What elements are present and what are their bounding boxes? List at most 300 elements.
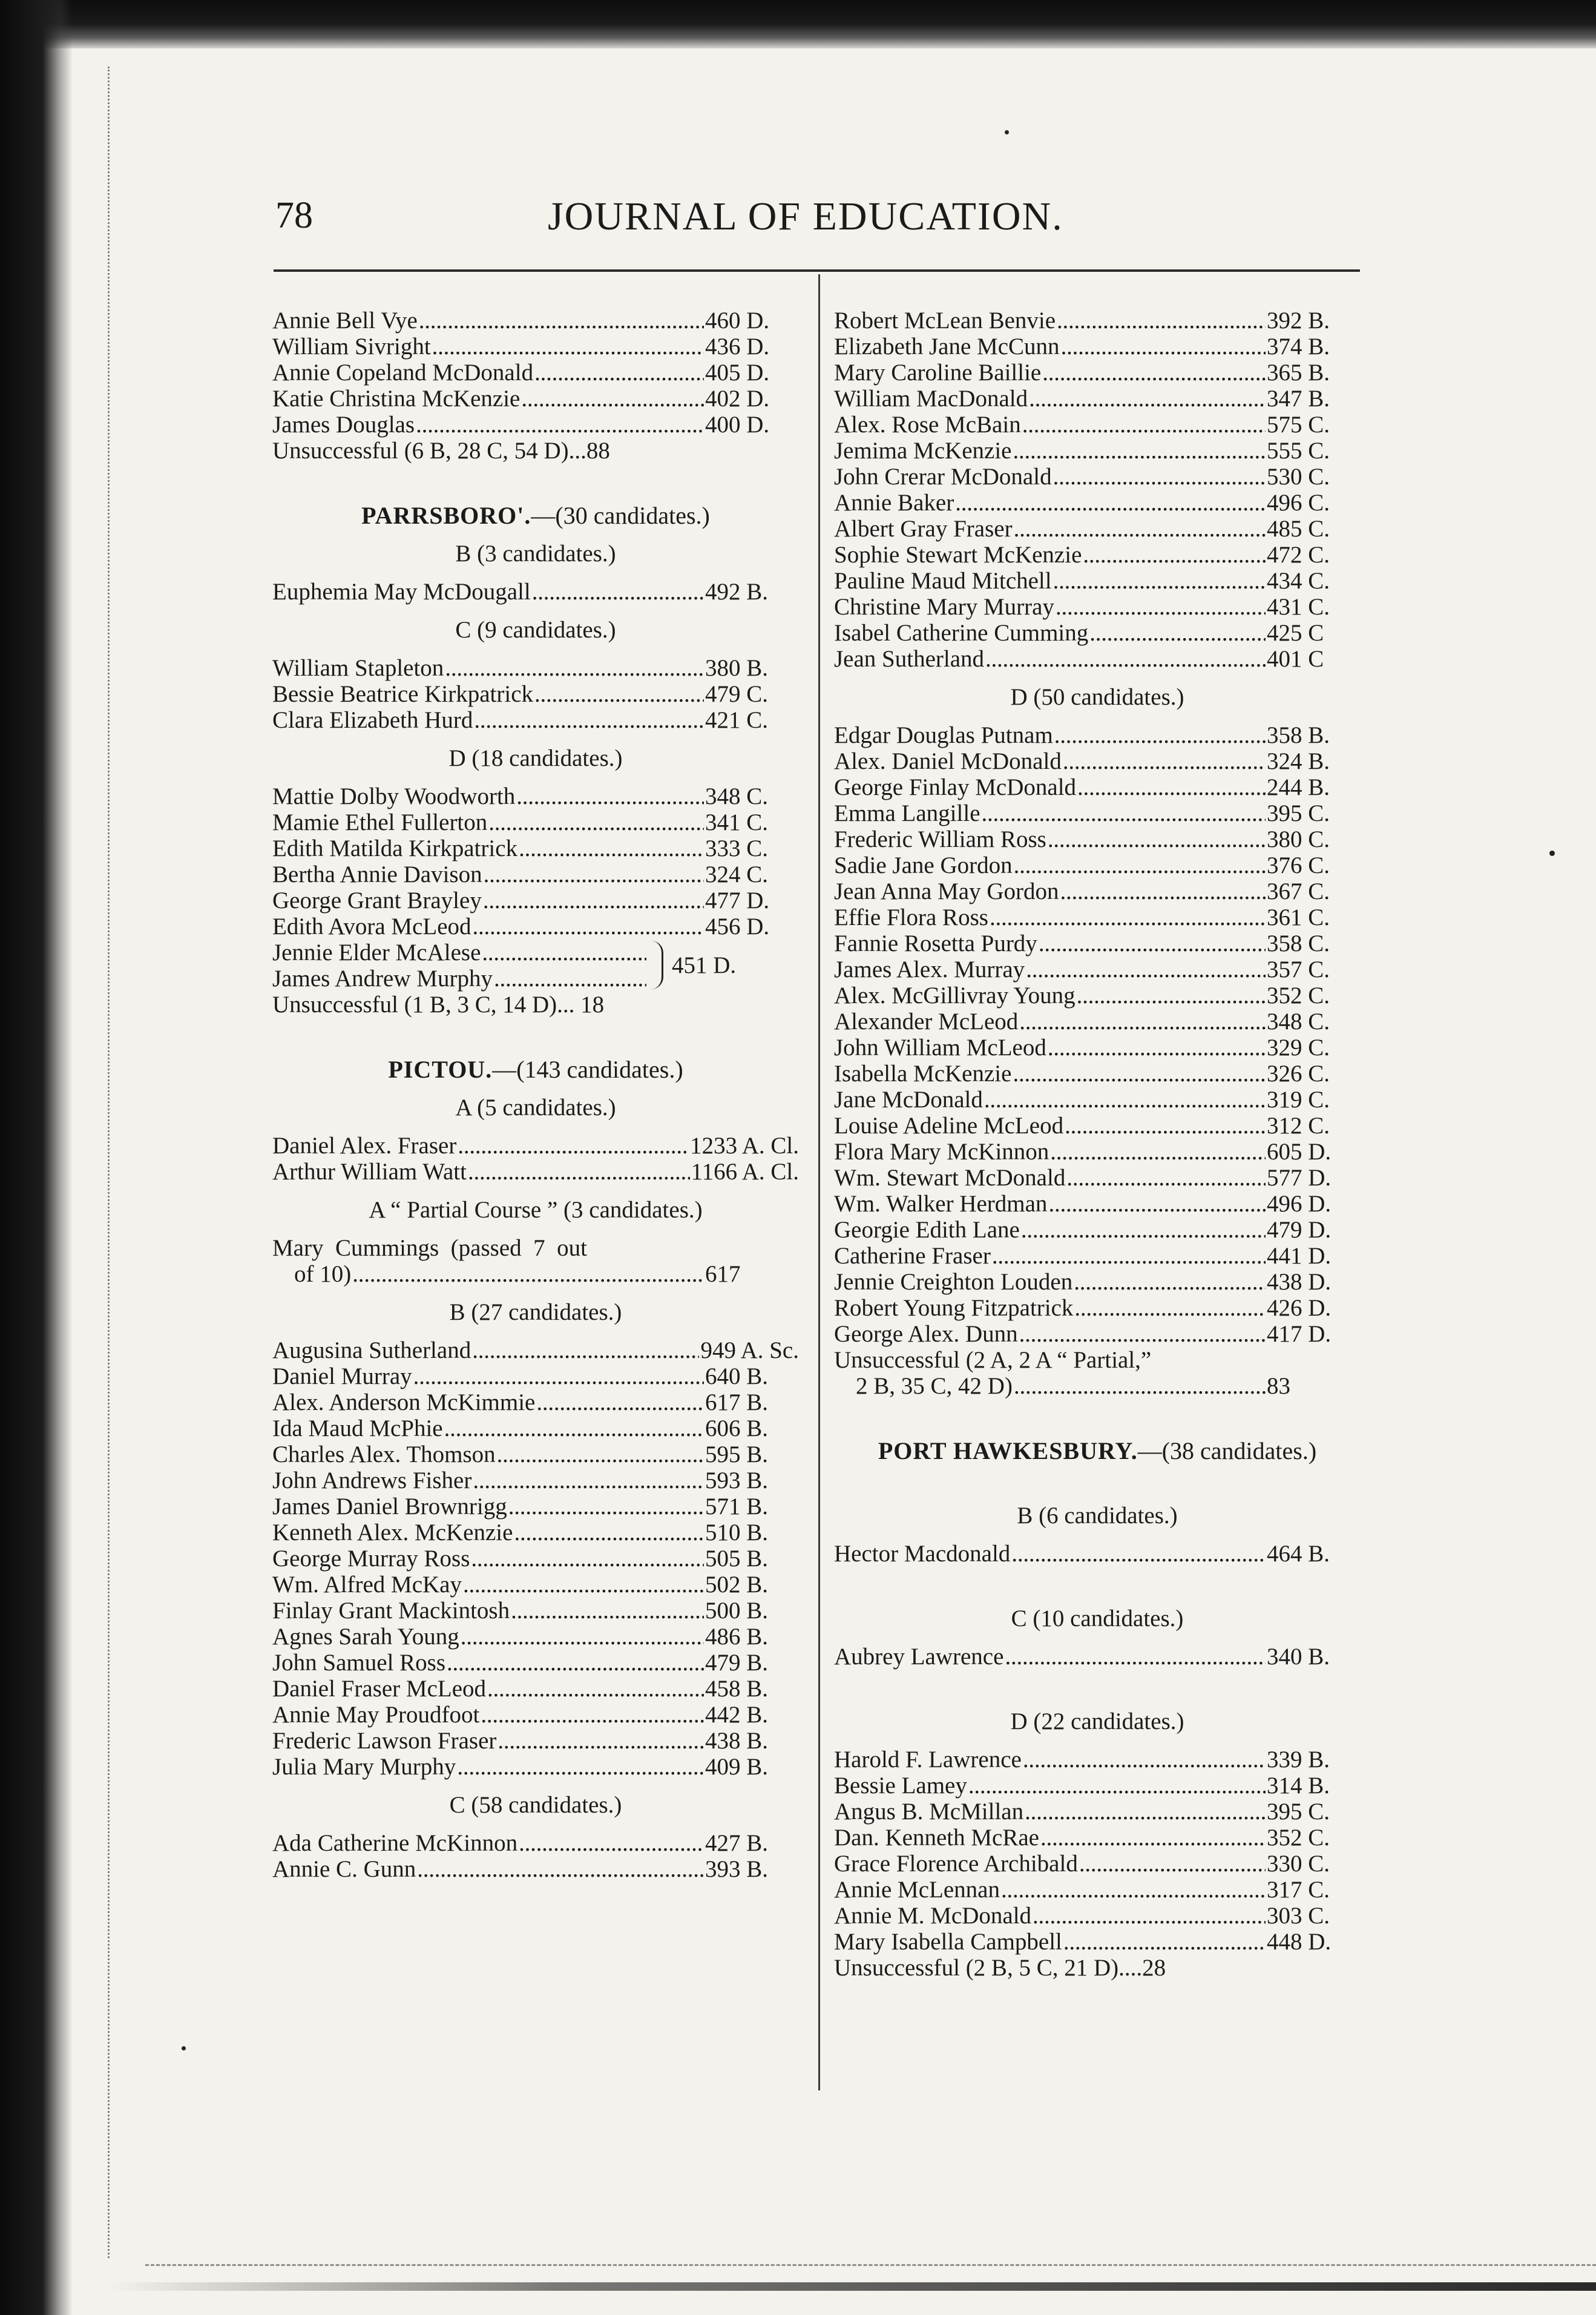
unsuccessful-line: Unsuccessful (2 A, 2 A “ Partial,” — [834, 1347, 1152, 1373]
list-item — [834, 1113, 1361, 1139]
list-item — [272, 835, 799, 861]
list-item — [272, 1676, 799, 1702]
candidate-score: 1233 A. Cl. — [690, 1133, 799, 1159]
list-item — [834, 800, 1361, 826]
unsuccessful-breakdown: 2 B, 35 C, 42 D) — [856, 1373, 1013, 1399]
list-item — [272, 334, 799, 360]
list-item — [272, 655, 799, 681]
scan-border-bottom — [109, 2282, 1596, 2291]
list-item — [834, 1139, 1361, 1165]
candidate-score: 303 C. — [1267, 1903, 1330, 1929]
candidate-name: Mary Isabella Campbell — [834, 1929, 1062, 1955]
candidate-score: 324 C. — [705, 861, 769, 887]
list-item — [834, 1035, 1361, 1061]
candidate-score: 479 D. — [1267, 1217, 1332, 1243]
candidate-name: Aubrey Lawrence — [834, 1644, 1004, 1670]
candidate-name: Alex. Anderson McKimmie — [272, 1389, 536, 1415]
list-item — [834, 568, 1361, 594]
candidate-score: 477 D. — [705, 887, 770, 914]
candidate-score: 577 D. — [1267, 1165, 1332, 1191]
candidate-name: Frederic William Ross — [834, 826, 1046, 852]
candidate-name: Daniel Murray — [272, 1363, 412, 1389]
candidate-score: 339 B. — [1267, 1747, 1330, 1773]
list-item — [834, 542, 1361, 568]
candidate-score: 365 B. — [1267, 360, 1330, 386]
candidate-score: 402 D. — [705, 386, 770, 412]
candidate-name: Julia Mary Murphy — [272, 1754, 456, 1780]
shared-score: 451 D. — [672, 952, 737, 978]
section-count: —(38 candidates.) — [1137, 1437, 1317, 1464]
candidate-name: Katie Christina McKenzie — [272, 386, 521, 412]
candidate-score: 1166 A. Cl. — [691, 1159, 799, 1185]
candidate-score: 505 B. — [705, 1546, 769, 1572]
list-item — [834, 334, 1361, 360]
list-item — [272, 1520, 799, 1546]
list-item — [834, 748, 1361, 774]
candidate-name: Robert Young Fitzpatrick — [834, 1295, 1074, 1321]
candidate-name: Harold F. Lawrence — [834, 1747, 1022, 1773]
list-item — [834, 620, 1361, 646]
candidate-name: James Douglas — [272, 412, 415, 438]
unsuccessful-line: Unsuccessful (2 B, 5 C, 21 D)....28 — [834, 1955, 1166, 1981]
candidate-name: George Grant Brayley — [272, 887, 482, 914]
list-item — [834, 1191, 1361, 1217]
candidate-score: 393 B. — [705, 1856, 769, 1882]
candidate-name: Daniel Fraser McLeod — [272, 1676, 487, 1702]
list-item — [272, 1624, 799, 1650]
pictou-b-list — [272, 1337, 799, 1780]
list-item — [834, 1825, 1361, 1851]
list-item — [272, 1702, 799, 1728]
list-item — [272, 1856, 799, 1882]
candidate-score: 496 D. — [1267, 1191, 1332, 1217]
class-header: B (6 candidates.) — [1017, 1503, 1178, 1529]
unsuccessful-line: Unsuccessful (1 B, 3 C, 14 D)... 18 — [272, 992, 605, 1018]
list-item — [834, 1851, 1361, 1877]
list-item — [834, 957, 1361, 983]
scan-speck — [182, 2046, 186, 2050]
list-item — [272, 707, 799, 733]
candidate-score: 593 B. — [705, 1467, 769, 1493]
candidate-score: 426 D. — [1267, 1295, 1332, 1321]
page-number: 78 — [275, 195, 313, 236]
candidate-score: 595 B. — [705, 1441, 769, 1467]
candidate-name: Clara Elizabeth Hurd — [272, 707, 473, 733]
candidate-name: Annie May Proudfoot — [272, 1702, 480, 1728]
top-list — [272, 308, 799, 438]
candidate-name: Annie Bell Vye — [272, 308, 418, 334]
candidate-score: 395 C. — [1267, 800, 1330, 826]
list-item — [834, 594, 1361, 620]
candidate-name: Sadie Jane Gordon — [834, 852, 1013, 878]
candidate-name: Mary Caroline Baillie — [834, 360, 1042, 386]
candidate-score: 458 B. — [705, 1676, 769, 1702]
candidate-name: John Andrews Fisher — [272, 1467, 472, 1493]
list-item — [272, 1493, 799, 1520]
candidate-score: 464 B. — [1267, 1541, 1330, 1567]
class-header: B (3 candidates.) — [455, 541, 616, 567]
candidate-name: Jean Sutherland — [834, 646, 985, 672]
list-item — [272, 1337, 799, 1363]
candidate-score: 605 D. — [1267, 1139, 1332, 1165]
candidate-name: Isabel Catherine Cumming — [834, 620, 1089, 646]
scan-border-top — [0, 0, 1596, 48]
left-column — [272, 308, 799, 1882]
candidate-name: Annie McLennan — [834, 1877, 1000, 1903]
candidate-name: Christine Mary Murray — [834, 594, 1054, 620]
section-heading-port-hawkesbury — [834, 1438, 1361, 1464]
candidate-score: 434 C. — [1267, 568, 1330, 594]
list-item — [272, 1441, 799, 1467]
candidate-name: Agnes Sarah Young — [272, 1624, 459, 1650]
candidate-score: 502 B. — [705, 1572, 769, 1598]
list-item — [834, 1217, 1361, 1243]
list-item — [834, 930, 1361, 957]
candidate-name: Annie Copeland McDonald — [272, 360, 534, 386]
parrsboro-c-list — [272, 655, 799, 733]
candidate-score: 358 C. — [1267, 930, 1330, 957]
section-heading-parrsboro — [272, 502, 799, 529]
list-item — [834, 360, 1361, 386]
list-item — [834, 1903, 1361, 1929]
candidate-score: 486 B. — [705, 1624, 769, 1650]
candidate-name: Jennie Creighton Louden — [834, 1269, 1073, 1295]
candidate-score: 374 B. — [1267, 334, 1330, 360]
candidate-score: 460 D. — [705, 308, 770, 334]
partial-course-entry — [272, 1261, 799, 1287]
candidate-name: Alex. Rose McBain — [834, 412, 1021, 438]
candidate-name: William MacDonald — [834, 386, 1028, 412]
list-item — [272, 412, 799, 438]
candidate-score: 319 C. — [1267, 1087, 1330, 1113]
list-item — [834, 1009, 1361, 1035]
list-item — [834, 490, 1361, 516]
candidate-score: 427 B. — [705, 1830, 769, 1856]
list-item — [272, 1389, 799, 1415]
list-item — [834, 1165, 1361, 1191]
port-hawkesbury-b-list — [834, 1541, 1361, 1567]
list-item — [272, 1754, 799, 1780]
candidate-score: 421 C. — [705, 707, 769, 733]
candidate-name: Finlay Grant Mackintosh — [272, 1598, 510, 1624]
port-hawkesbury-d-list — [834, 1747, 1361, 1955]
list-item — [272, 1728, 799, 1754]
candidate-score: 401 C — [1267, 646, 1324, 672]
candidate-name: Pauline Maud Mitchell — [834, 568, 1052, 594]
candidate-name: Euphemia May McDougall — [272, 579, 531, 605]
list-item — [272, 861, 799, 887]
candidate-name: William Sivright — [272, 334, 431, 360]
candidate-name: Mattie Dolby Woodworth — [272, 783, 516, 809]
candidate-score: 347 B. — [1267, 386, 1330, 412]
candidate-score: 438 D. — [1267, 1269, 1332, 1295]
candidate-score: 400 D. — [705, 412, 770, 438]
list-item — [834, 1269, 1361, 1295]
candidate-score: 949 A. Sc. — [700, 1337, 799, 1363]
list-item — [272, 940, 648, 966]
list-item — [272, 386, 799, 412]
pictou-a-list — [272, 1133, 799, 1185]
candidate-name: Albert Gray Fraser — [834, 516, 1013, 542]
class-header: C (9 candidates.) — [455, 617, 616, 643]
candidate-score: 425 C — [1267, 620, 1324, 646]
candidate-name: Annie C. Gunn — [272, 1856, 416, 1882]
candidate-name: Wm. Alfred McKay — [272, 1572, 462, 1598]
candidate-name: of 10) — [294, 1261, 352, 1287]
candidate-name: Isabella McKenzie — [834, 1061, 1012, 1087]
list-item — [834, 1295, 1361, 1321]
candidate-score: 479 C. — [705, 681, 769, 707]
list-item — [272, 1650, 799, 1676]
candidate-score: 333 C. — [705, 835, 769, 861]
parrsboro-b-list — [272, 579, 799, 605]
list-item — [834, 412, 1361, 438]
candidate-score: 405 D. — [705, 360, 770, 386]
candidate-name: Wm. Stewart McDonald — [834, 1165, 1066, 1191]
list-item — [834, 516, 1361, 542]
candidate-name: Daniel Alex. Fraser — [272, 1133, 457, 1159]
section-title: PORT HAWKESBURY. — [878, 1437, 1138, 1464]
list-item — [272, 360, 799, 386]
candidate-name: Bessie Lamey — [834, 1773, 967, 1799]
candidate-score: 314 B. — [1267, 1773, 1330, 1799]
class-header: D (50 candidates.) — [1010, 684, 1184, 710]
list-item — [834, 774, 1361, 800]
list-item — [834, 1799, 1361, 1825]
partial-course-entry: Mary Cummings (passed 7 out — [272, 1235, 587, 1261]
section-count: —(30 candidates.) — [531, 502, 710, 529]
list-item — [834, 386, 1361, 412]
list-item — [272, 308, 799, 334]
candidate-name: Ada Catherine McKinnon — [272, 1830, 518, 1856]
journal-title: JOURNAL OF EDUCATION. — [548, 194, 1063, 239]
candidate-score: 409 B. — [705, 1754, 769, 1780]
list-item — [834, 878, 1361, 904]
candidate-score: 640 B. — [705, 1363, 769, 1389]
candidate-score: 380 C. — [1267, 826, 1330, 852]
candidate-score: 436 D. — [705, 334, 770, 360]
list-item — [834, 1773, 1361, 1799]
list-item — [834, 852, 1361, 878]
list-item — [272, 681, 799, 707]
candidate-name: James Andrew Murphy — [272, 966, 493, 992]
list-item — [834, 646, 1361, 672]
candidate-score: 492 B. — [705, 579, 769, 605]
candidate-score: 352 C. — [1267, 1825, 1330, 1851]
candidate-score: 324 B. — [1267, 748, 1330, 774]
list-item — [834, 1541, 1361, 1567]
candidate-name: Edith Matilda Kirkpatrick — [272, 835, 518, 861]
parrsboro-d-list — [272, 783, 799, 940]
list-item — [834, 904, 1361, 930]
candidate-score: 438 B. — [705, 1728, 769, 1754]
candidate-score: 330 C. — [1267, 1851, 1330, 1877]
list-item — [272, 1363, 799, 1389]
candidate-name: Alex. McGillivray Young — [834, 983, 1075, 1009]
unsuccessful-line: Unsuccessful (6 B, 28 C, 54 D)...88 — [272, 438, 610, 464]
candidate-score: 317 C. — [1267, 1877, 1330, 1903]
candidate-score: 456 D. — [705, 914, 770, 940]
candidate-score: 472 C. — [1267, 542, 1330, 568]
candidate-name: Catherine Fraser — [834, 1243, 991, 1269]
candidate-name: John Samuel Ross — [272, 1650, 446, 1676]
list-item — [272, 887, 799, 914]
candidate-score: 348 C. — [705, 783, 769, 809]
list-item — [272, 1159, 799, 1185]
bracketed-entry — [272, 940, 799, 992]
list-item — [834, 1321, 1361, 1347]
candidate-name: Jemima McKenzie — [834, 438, 1012, 464]
port-hawkesbury-c-list — [834, 1644, 1361, 1670]
candidate-score: 575 C. — [1267, 412, 1330, 438]
pictou-c-continued-list — [834, 308, 1361, 672]
list-item — [272, 1133, 799, 1159]
section-heading-pictou — [272, 1056, 799, 1082]
candidate-name: George Murray Ross — [272, 1546, 470, 1572]
candidate-name: Charles Alex. Thomson — [272, 1441, 496, 1467]
candidate-name: Kenneth Alex. McKenzie — [272, 1520, 513, 1546]
candidate-name: Arthur William Watt — [272, 1159, 467, 1185]
section-title: PARRSBORO'. — [361, 502, 531, 529]
candidate-score: 392 B. — [1267, 308, 1330, 334]
candidate-score: 380 B. — [705, 655, 769, 681]
class-header: B (27 candidates.) — [449, 1299, 622, 1325]
list-item — [834, 983, 1361, 1009]
candidate-name: Edgar Douglas Putnam — [834, 722, 1053, 748]
candidate-score: 326 C. — [1267, 1061, 1330, 1087]
candidate-name: Dan. Kenneth McRae — [834, 1825, 1039, 1851]
list-item — [272, 1572, 799, 1598]
candidate-name: Jean Anna May Gordon — [834, 878, 1059, 904]
candidate-score: 485 C. — [1267, 516, 1330, 542]
candidate-score: 395 C. — [1267, 1799, 1330, 1825]
candidate-score: 361 C. — [1267, 904, 1330, 930]
list-item — [834, 1243, 1361, 1269]
unsuccessful-line — [834, 1373, 1361, 1399]
candidate-name: Bessie Beatrice Kirkpatrick — [272, 681, 533, 707]
candidate-name: Annie M. McDonald — [834, 1903, 1032, 1929]
list-item — [834, 722, 1361, 748]
candidate-score: 510 B. — [705, 1520, 769, 1546]
list-item — [834, 1877, 1361, 1903]
list-item — [272, 783, 799, 809]
candidate-name: George Alex. Dunn — [834, 1321, 1018, 1347]
scan-speck — [1005, 130, 1009, 134]
column-divider — [818, 274, 820, 2090]
class-header: C (58 candidates.) — [449, 1792, 622, 1818]
section-count: —(143 candidates.) — [492, 1056, 683, 1083]
candidate-name: Frederic Lawson Fraser — [272, 1728, 497, 1754]
candidate-score: 367 C. — [1267, 878, 1330, 904]
list-item — [834, 308, 1361, 334]
candidate-name: Hector Macdonald — [834, 1541, 1011, 1567]
list-item — [272, 579, 799, 605]
right-column — [834, 308, 1361, 1981]
candidate-score: 329 C. — [1267, 1035, 1330, 1061]
candidate-name: Wm. Walker Herdman — [834, 1191, 1048, 1217]
candidate-score: 500 B. — [705, 1598, 769, 1624]
candidate-name: Grace Florence Archibald — [834, 1851, 1078, 1877]
pictou-d-list — [834, 722, 1361, 1347]
candidate-name: Sophie Stewart McKenzie — [834, 542, 1082, 568]
class-header: A “ Partial Course ” (3 candidates.) — [369, 1197, 703, 1223]
header-rule — [274, 269, 1360, 272]
candidate-score: 555 C. — [1267, 438, 1330, 464]
candidate-score: 441 D. — [1267, 1243, 1332, 1269]
unsuccessful-count: 83 — [1267, 1373, 1290, 1399]
scan-speck — [1549, 851, 1555, 856]
candidate-name: Angus B. McMillan — [834, 1799, 1024, 1825]
list-item — [272, 1546, 799, 1572]
candidate-name: John Crerar McDonald — [834, 464, 1052, 490]
candidate-name: Alexander McLeod — [834, 1009, 1019, 1035]
candidate-name: Alex. Daniel McDonald — [834, 748, 1062, 774]
section-title: PICTOU. — [388, 1056, 493, 1083]
class-header: C (10 candidates.) — [1011, 1605, 1184, 1632]
list-item — [272, 809, 799, 835]
candidate-name: William Stapleton — [272, 655, 444, 681]
list-item — [834, 1061, 1361, 1087]
scan-margin-dots — [108, 67, 116, 2258]
candidate-score: 617 B. — [705, 1389, 769, 1415]
candidate-score: 352 C. — [1267, 983, 1330, 1009]
candidate-score: 431 C. — [1267, 594, 1330, 620]
list-item — [272, 1598, 799, 1624]
candidate-score: 244 B. — [1267, 774, 1330, 800]
candidate-name: Effie Flora Ross — [834, 904, 988, 930]
candidate-name: Annie Baker — [834, 490, 954, 516]
scan-border-bottom-dashes — [145, 2264, 1596, 2270]
list-item — [834, 1929, 1361, 1955]
candidate-score: 571 B. — [705, 1493, 769, 1520]
brace — [651, 941, 663, 989]
candidate-name: Mamie Ethel Fullerton — [272, 809, 488, 835]
candidate-name: Edith Avora McLeod — [272, 914, 471, 940]
candidate-name: Emma Langille — [834, 800, 980, 826]
pictou-c-list — [272, 1830, 799, 1882]
candidate-name: Georgie Edith Lane — [834, 1217, 1020, 1243]
candidate-score: 496 C. — [1267, 490, 1330, 516]
candidate-score: 617 — [705, 1261, 741, 1287]
candidate-score: 530 C. — [1267, 464, 1330, 490]
candidate-name: Jane McDonald — [834, 1087, 983, 1113]
list-item — [834, 1087, 1361, 1113]
candidate-name: James Daniel Brownrigg — [272, 1493, 507, 1520]
list-item — [272, 914, 799, 940]
list-item — [272, 966, 648, 992]
candidate-score: 448 D. — [1267, 1929, 1332, 1955]
scan-border-left — [0, 0, 73, 2315]
candidate-score: 341 C. — [705, 809, 769, 835]
candidate-name: Robert McLean Benvie — [834, 308, 1056, 334]
list-item — [272, 1830, 799, 1856]
list-item — [834, 826, 1361, 852]
candidate-score: 376 C. — [1267, 852, 1330, 878]
list-item — [272, 1415, 799, 1441]
candidate-name: Flora Mary McKinnon — [834, 1139, 1049, 1165]
list-item — [272, 1467, 799, 1493]
candidate-score: 348 C. — [1267, 1009, 1330, 1035]
candidate-score: 479 B. — [705, 1650, 769, 1676]
class-header: A (5 candidates.) — [455, 1095, 616, 1121]
list-item — [834, 1644, 1361, 1670]
candidate-name: Ida Maud McPhie — [272, 1415, 443, 1441]
candidate-name: James Alex. Murray — [834, 957, 1025, 983]
list-item — [834, 1747, 1361, 1773]
candidate-name: George Finlay McDonald — [834, 774, 1077, 800]
list-item — [834, 438, 1361, 464]
candidate-score: 312 C. — [1267, 1113, 1330, 1139]
